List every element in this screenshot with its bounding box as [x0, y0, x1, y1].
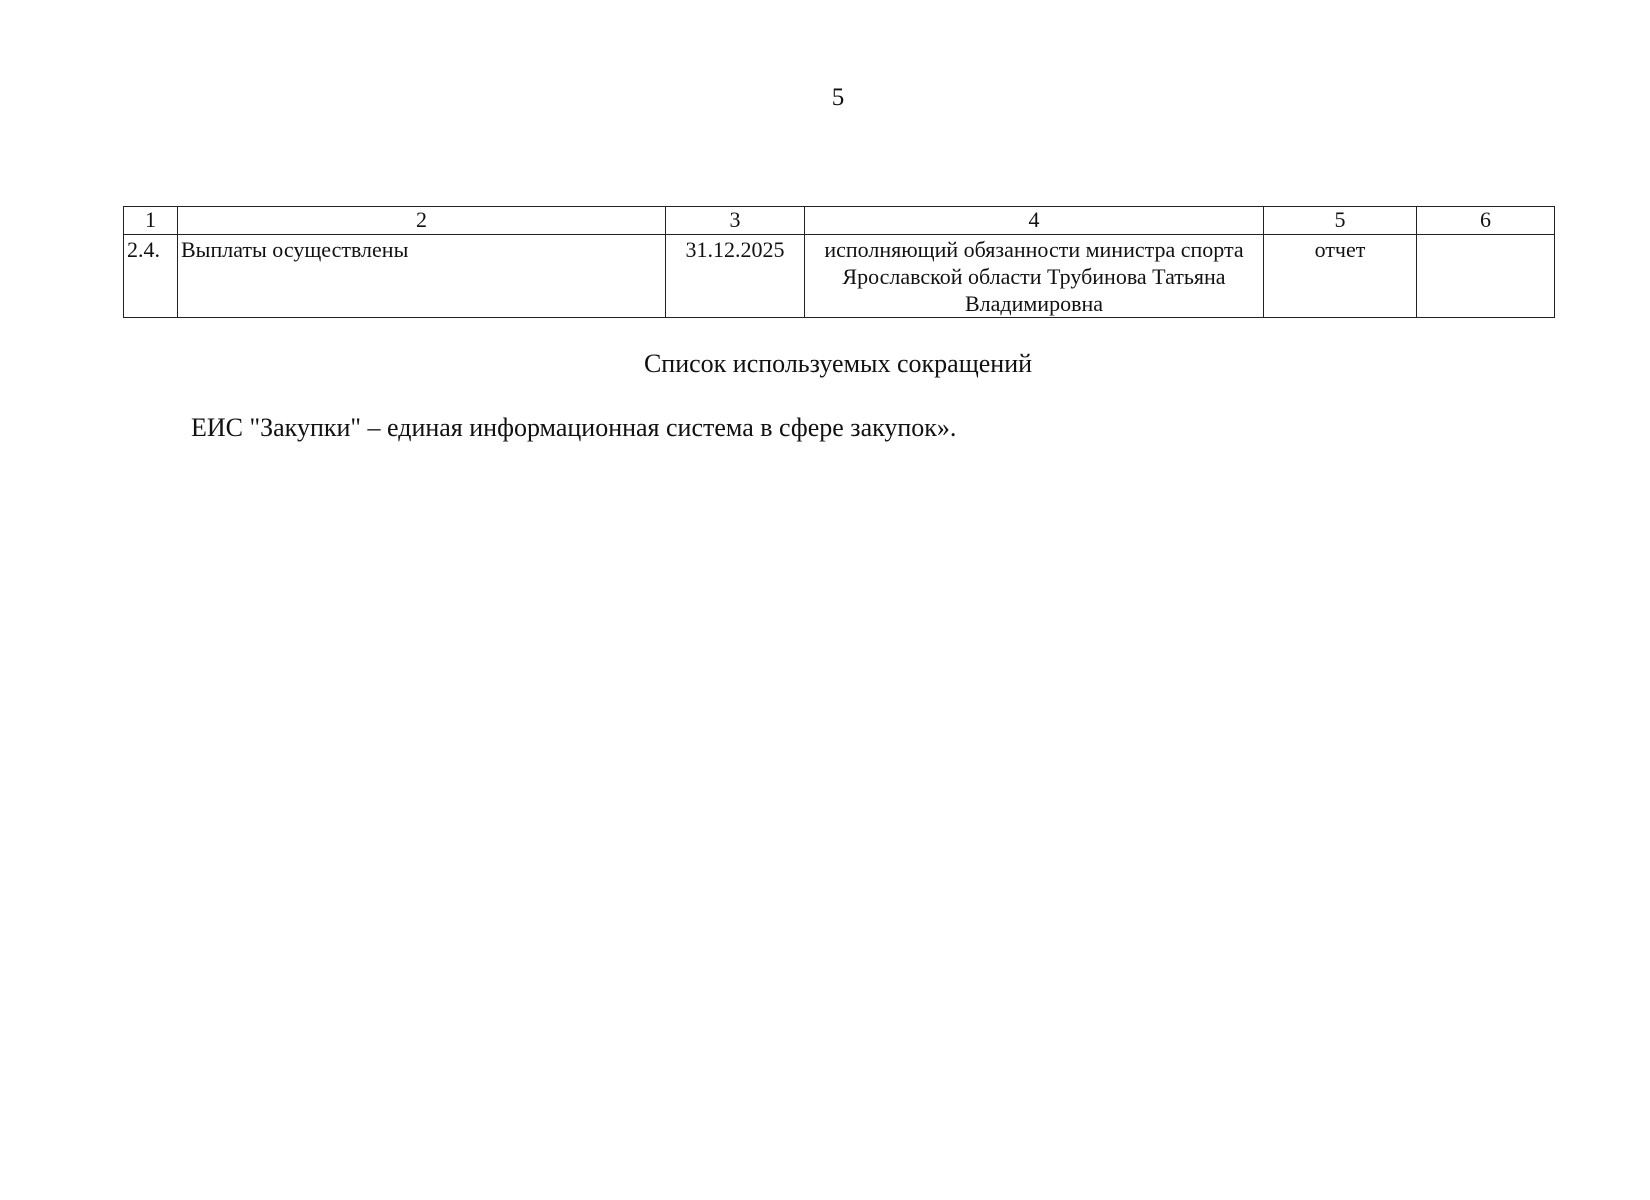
page-number: 5: [831, 84, 845, 111]
events-table: [123, 206, 1555, 318]
abbreviations-title: Список используемых сокращений: [643, 349, 1033, 378]
column-header: 4: [805, 207, 1264, 235]
table-row: [124, 235, 1555, 318]
row-responsible: исполняющий обязанности министра спорта Ярославской области Трубинова Татьяна Владимировна: [805, 235, 1264, 318]
row-deadline: 31.12.2025: [666, 235, 805, 318]
abbreviation-item: ЕИС "Закупки" – единая информационная система в сфере закупок».: [191, 413, 957, 442]
column-header: 6: [1417, 207, 1555, 235]
column-header: 5: [1264, 207, 1417, 235]
table-header-row: [124, 207, 1555, 235]
column-header: 1: [124, 207, 178, 235]
row-document: отчет: [1264, 235, 1417, 318]
row-note: [1417, 235, 1555, 318]
column-header: 2: [178, 207, 666, 235]
row-number: 2.4.: [124, 235, 178, 318]
column-header: 3: [666, 207, 805, 235]
row-event-name: Выплаты осуществлены: [178, 235, 666, 318]
